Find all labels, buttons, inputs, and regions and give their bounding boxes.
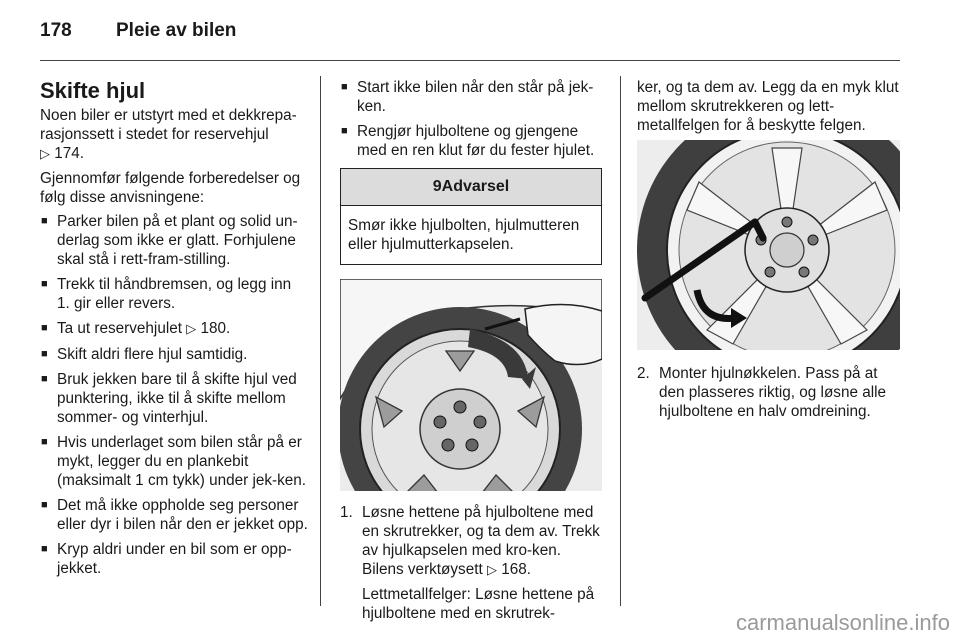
intro-paragraph (40, 106, 308, 164)
watermark: carmanualsonline.info (735, 610, 950, 635)
warning-icon: 9 (432, 178, 442, 195)
wheel-wrench-illustration (637, 140, 900, 350)
page-header-title: Pleie av bilen (116, 20, 237, 41)
list-item: ■ Det må ikke oppholde seg personer eller dyr i bilen når den er jekket opp. (40, 496, 308, 534)
warning-title: Advarsel (441, 178, 510, 195)
step-1-alloy-note: Lettmetallfelger: Løsne hettene på hjulboltene med en skrutrek- (362, 586, 595, 622)
step-2 (637, 364, 900, 421)
step-number: 1. (340, 504, 353, 521)
column-divider-2 (620, 76, 621, 606)
page-ref-arrow-icon: ▷ (486, 563, 497, 578)
list-item: ■ Start ikke bilen når den står på jek-ken. (340, 78, 602, 116)
page-ref-arrow-icon: ▷ (186, 322, 197, 337)
section-heading: Skifte hjul (40, 78, 146, 103)
spare-wheel-page-ref[interactable]: 180. (200, 320, 231, 337)
list-item: ■ Parker bilen på et plant og solid un-derlag som ikke er glatt. Forhjulene skal stå i rett-fram-stilling. (40, 212, 308, 269)
step-2-text: Monter hjulnøkkelen. Pass på at den plasseres riktig, og løsne alle hjulboltene en halv omdreining. (659, 365, 887, 420)
list-item: ■ Skift aldri flere hjul samtidig. (40, 345, 308, 364)
list-item: ■ Kryp aldri under en bil som er opp-jekket. (40, 540, 308, 578)
list-item-text: Ta ut reservehjulet (57, 320, 182, 337)
column-1 (40, 78, 308, 584)
list-item: ■ Rengjør hjulboltene og gjengene med en ren klut før du fester hjulet. (340, 122, 602, 160)
step-1 (340, 503, 602, 623)
intro-page-ref[interactable]: 174. (54, 145, 85, 162)
toolkit-page-ref[interactable]: 168. (501, 561, 531, 578)
page-ref-arrow-icon: ▷ (40, 147, 50, 162)
warning-box (340, 168, 602, 265)
list-item: ■ Trekk til håndbremsen, og legg inn 1. gir eller revers. (40, 275, 308, 313)
step-number: 2. (637, 365, 650, 382)
list-item: ■ Bruk jekken bare til å skifte hjul ved punktering, ikke til å skifte mellom sommer- og vinterhjul. (40, 370, 308, 427)
warning-header (341, 169, 601, 206)
precautions-list-cont (340, 78, 602, 160)
list-item: ■ Hvis underlaget som bilen står på er mykt, legger du en plankebit (maksimalt 1 cm tykk) under jek-ken. (40, 433, 308, 490)
step-1-text: Løsne hettene på hjulboltene med en skrutrekker, og ta dem av. Trekk av hjulkapselen med kro-ken. Bilens verktøysett (362, 504, 600, 578)
header-rule (40, 60, 900, 61)
intro-text: Noen biler er utstyrt med et dekkrepa-rasjonssett i stedet for reservehjul (40, 107, 297, 143)
column-divider-1 (320, 76, 321, 606)
continued-text: ker, og ta dem av. Legg da en myk klut mellom skrutrekkeren og lett-metallfelgen for å beskytte felgen. (637, 79, 899, 134)
warning-text: Smør ikke hjulbolten, hjulmutteren eller hjulmutterkapselen. (348, 217, 580, 253)
page-number: 178 (40, 20, 72, 41)
hubcap-removal-illustration (340, 279, 602, 491)
column-3 (637, 78, 900, 426)
column-2 (340, 78, 602, 628)
list-item (40, 319, 308, 339)
precautions-list (40, 212, 308, 578)
preparation-paragraph: Gjennomfør følgende forberedelser og følg disse anvisningene: (40, 170, 301, 206)
